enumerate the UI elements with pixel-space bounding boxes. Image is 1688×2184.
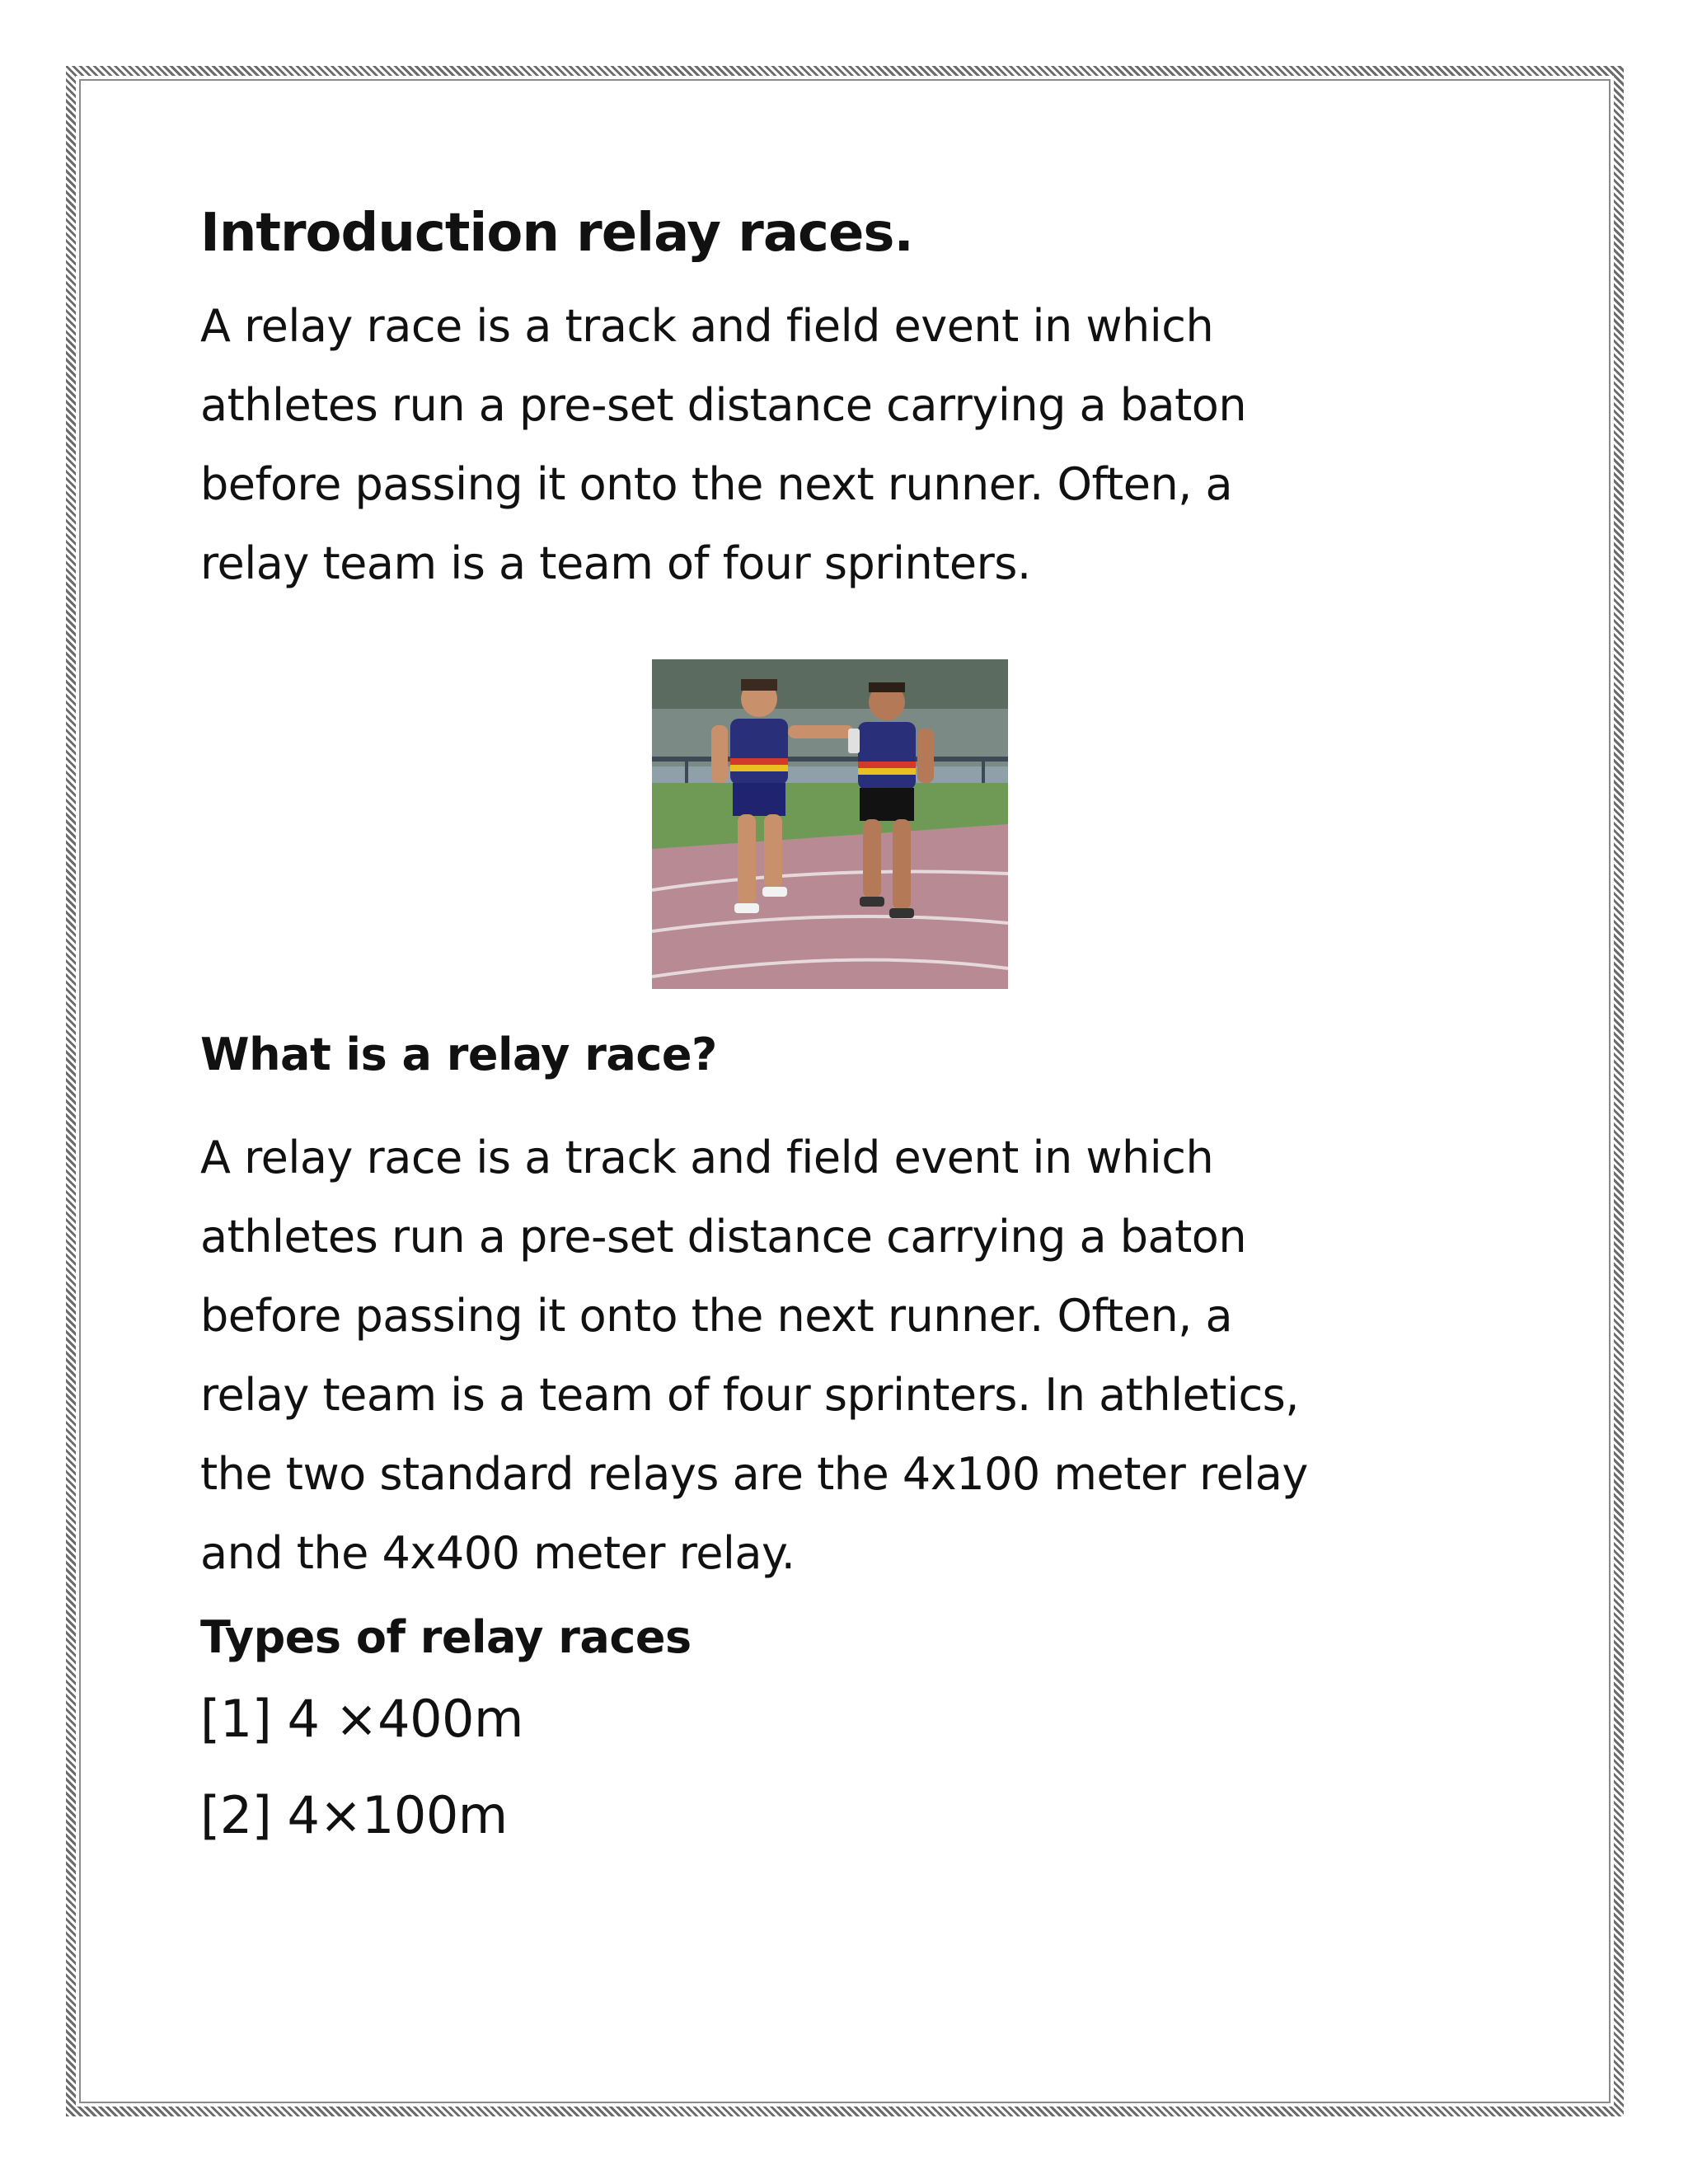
section-heading-what-is: What is a relay race? [200,1028,717,1080]
intro-line: before passing it onto the next runner. Often, a [200,457,1233,510]
relay-runners-photo [652,659,1008,989]
definition-paragraph [200,1118,1453,1593]
definition-line: athletes run a pre-set distance carrying a baton [200,1210,1247,1263]
section-heading-types: Types of relay races [200,1610,692,1663]
photo-container [200,659,1453,992]
list-item: [2] 4×100m [200,1784,508,1845]
page-title: Introduction relay races. [200,203,913,264]
document-body [200,202,1453,1881]
definition-line: relay team is a team of four sprinters. In athletics, [200,1368,1299,1421]
definition-line: A relay race is a track and field event in which [200,1131,1214,1183]
definition-line: and the 4x400 meter relay. [200,1526,795,1579]
definition-line: before passing it onto the next runner. Often, a [200,1289,1233,1342]
list-item: [1] 4 ×400m [200,1689,523,1750]
intro-line: relay team is a team of four sprinters. [200,537,1031,589]
intro-line: A relay race is a track and field event in which [200,299,1214,352]
intro-line: athletes run a pre-set distance carrying a baton [200,378,1247,431]
intro-paragraph [200,287,1453,603]
definition-line: the two standard relays are the 4x100 meter relay [200,1447,1308,1500]
